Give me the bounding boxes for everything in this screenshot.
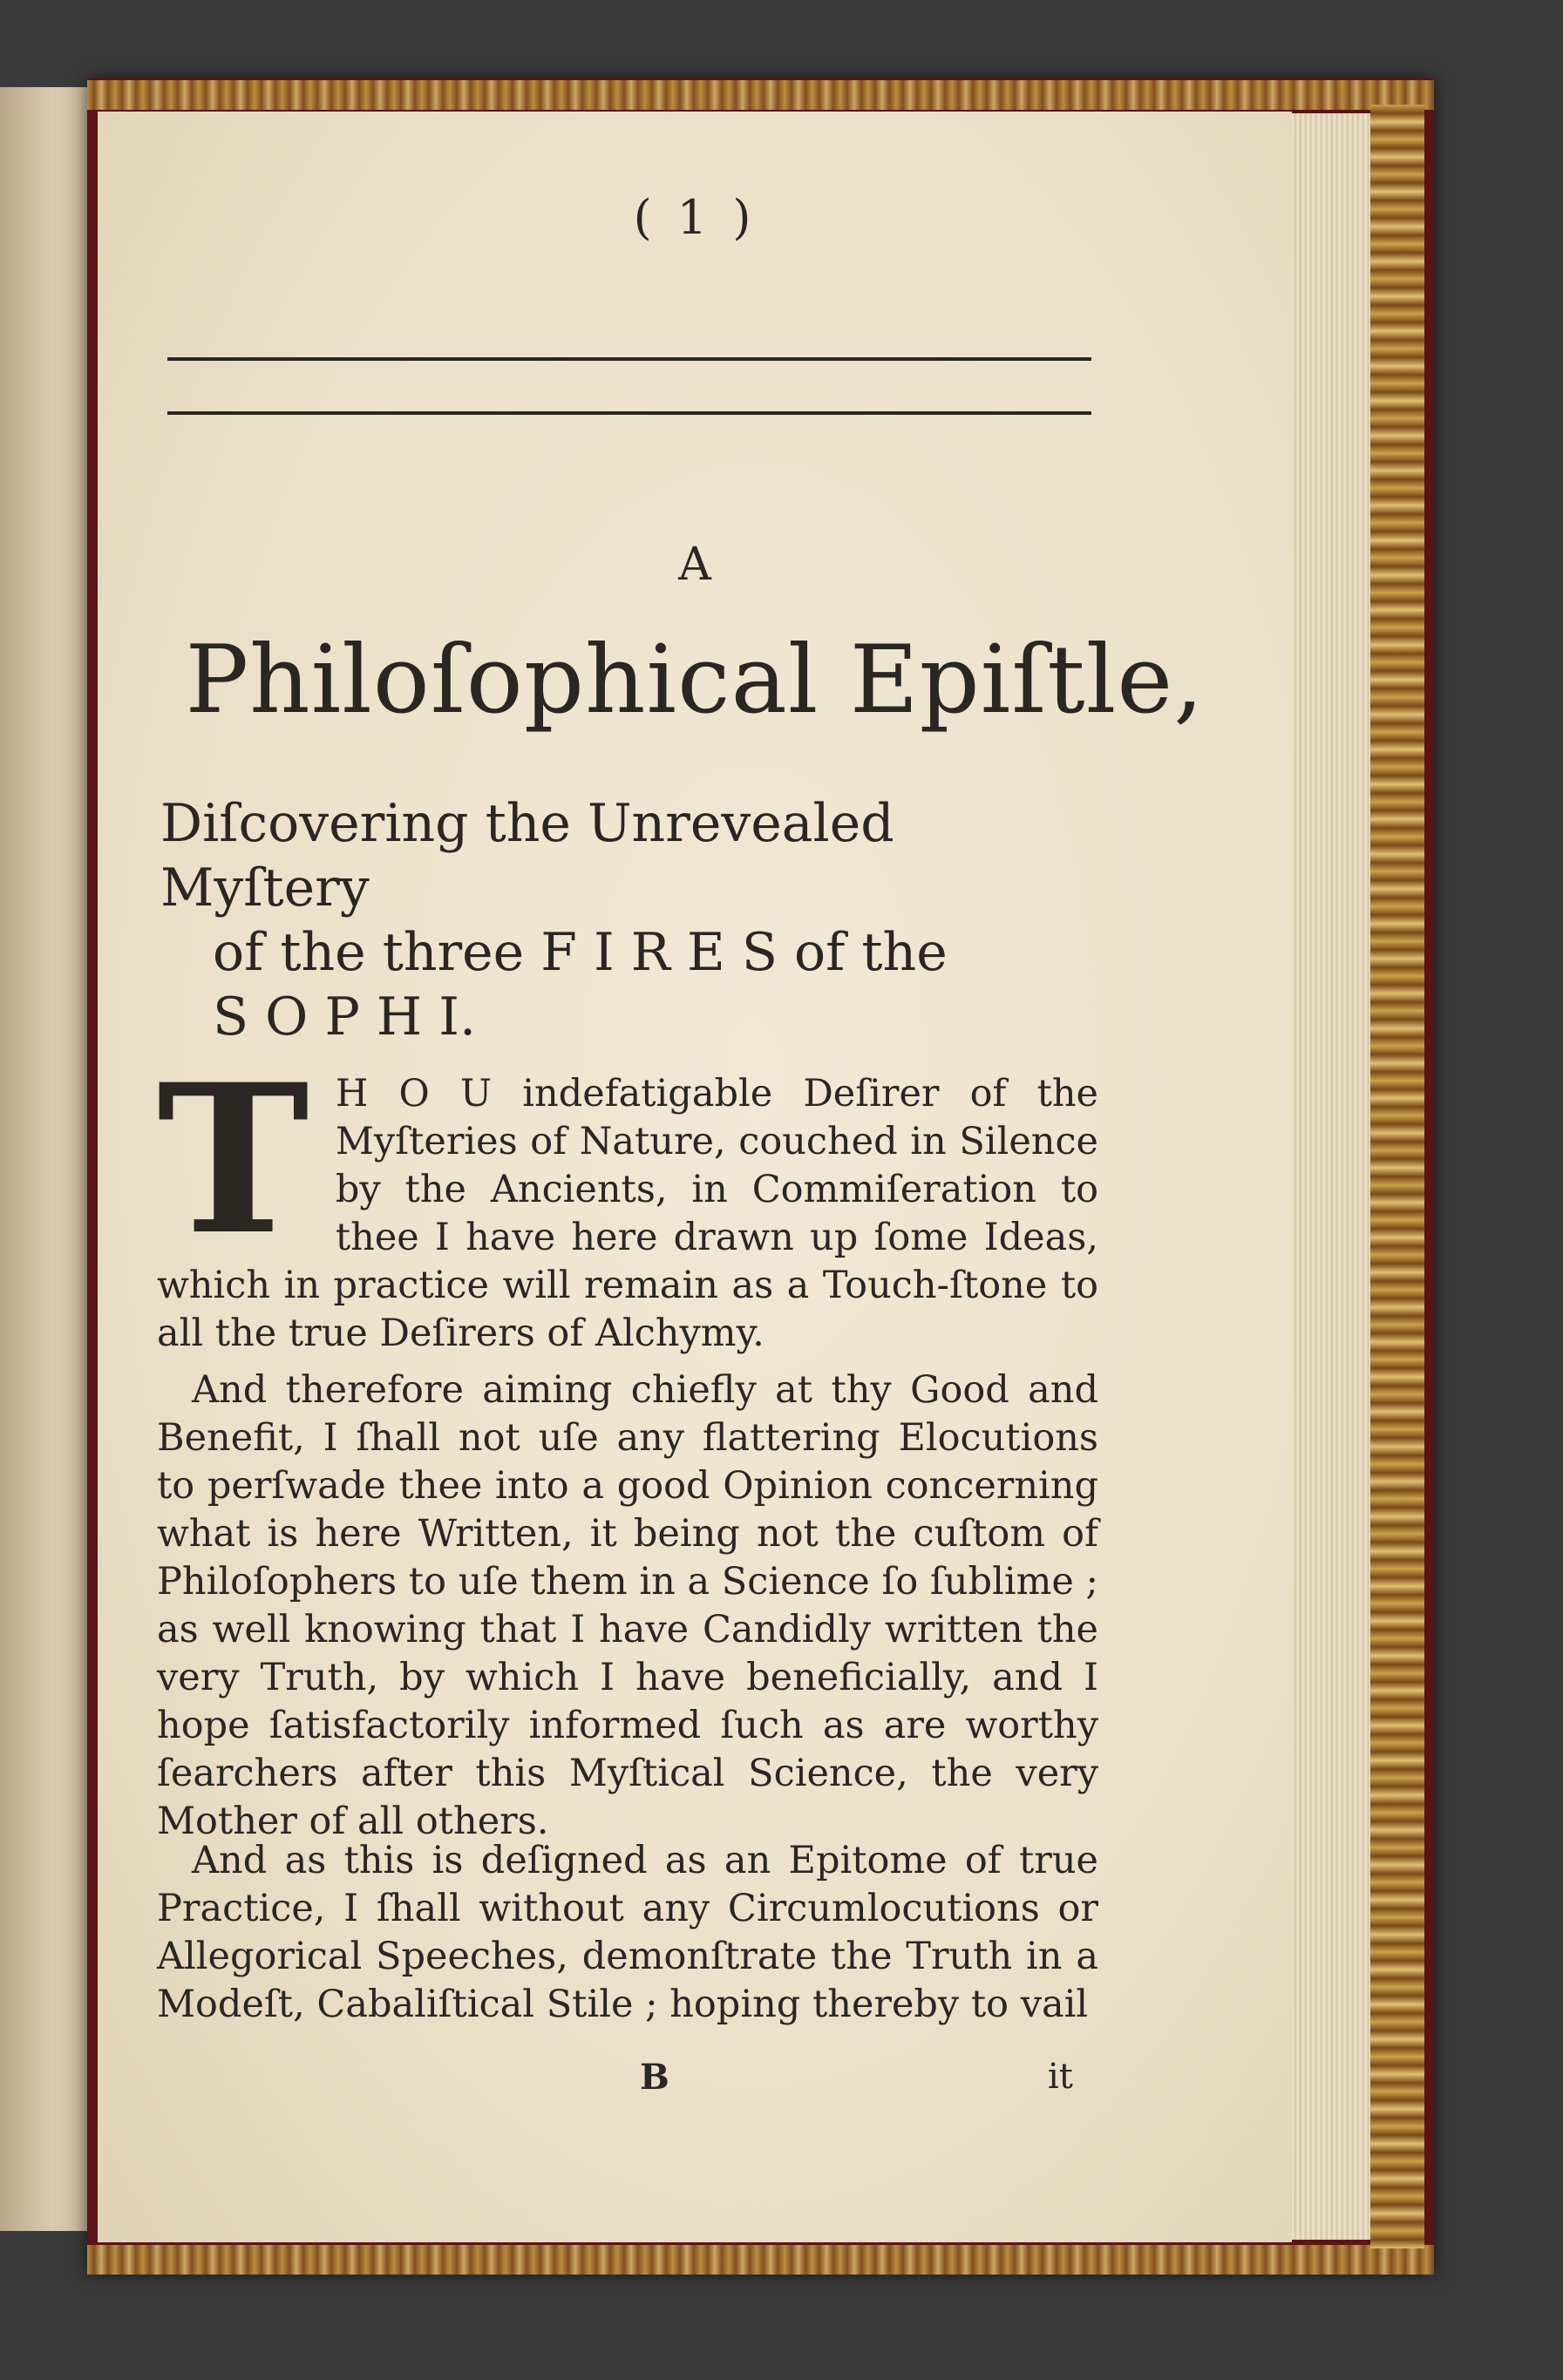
page-title: Philoſophical Epiſtle, (185, 626, 1205, 735)
catchword: it (1048, 2057, 1073, 2097)
rule-top (167, 357, 1091, 361)
page-stack-edge (1290, 113, 1370, 2240)
paragraph-1 (157, 1040, 1098, 1358)
subtitle-line-1: Diſcovering the Unrevealed Myſtery (160, 793, 894, 919)
paragraph-2 (157, 1366, 1098, 1846)
gilt-border-bottom (87, 2245, 1434, 2275)
rule-bottom (167, 411, 1091, 415)
subtitle-line-3: S O P H I. (213, 987, 477, 1048)
book-page (98, 112, 1292, 2242)
subtitle (160, 791, 1119, 1049)
paragraph-3-text: And as this is deſigned as an Epitome of true Practice, I ſhall without any Circumlocutions or Allegorical Speeches, demonſtrate the Truth in a Modeſt, Cabaliſtical Stile ; hoping thereby to vail (157, 1839, 1098, 2026)
paragraph-3 (157, 1837, 1098, 2029)
left-page-edge (0, 87, 92, 2231)
paragraph-1-text: H O U indefatigable Deſirer of the Myſteries of Nature, couched in Silence by the Ancients, in Commiſeration to thee I have here drawn up ſome Ideas, which in practice will remain as a Touch-ſtone to all the true Deſirers of Alchymy. (157, 1072, 1098, 1355)
gilt-border-top (87, 80, 1434, 110)
drop-cap: T (157, 1040, 309, 1280)
signature-mark: B (640, 2057, 669, 2098)
subtitle-line-2: of the three F I R E S of the (213, 922, 948, 983)
gilt-border-right (1370, 105, 1424, 2248)
page-number: ( 1 ) (633, 190, 757, 245)
paragraph-2-text: And therefore aiming chiefly at thy Good and Benefit, I ſhall not uſe any flattering Elocutions to perſwade thee into a good Opinion concerning what is here Written, it being not the cuſtom of Philoſophers to uſe them in a Science ſo ſublime ; as well knowing that I have Candidly written the very Truth, by which I have beneficially, and I hope ſatisfactorily informed ſuch as are worthy ſearchers after this Myſtical Science, the very Mother of all others. (157, 1368, 1098, 1843)
title-article: A (678, 539, 711, 591)
